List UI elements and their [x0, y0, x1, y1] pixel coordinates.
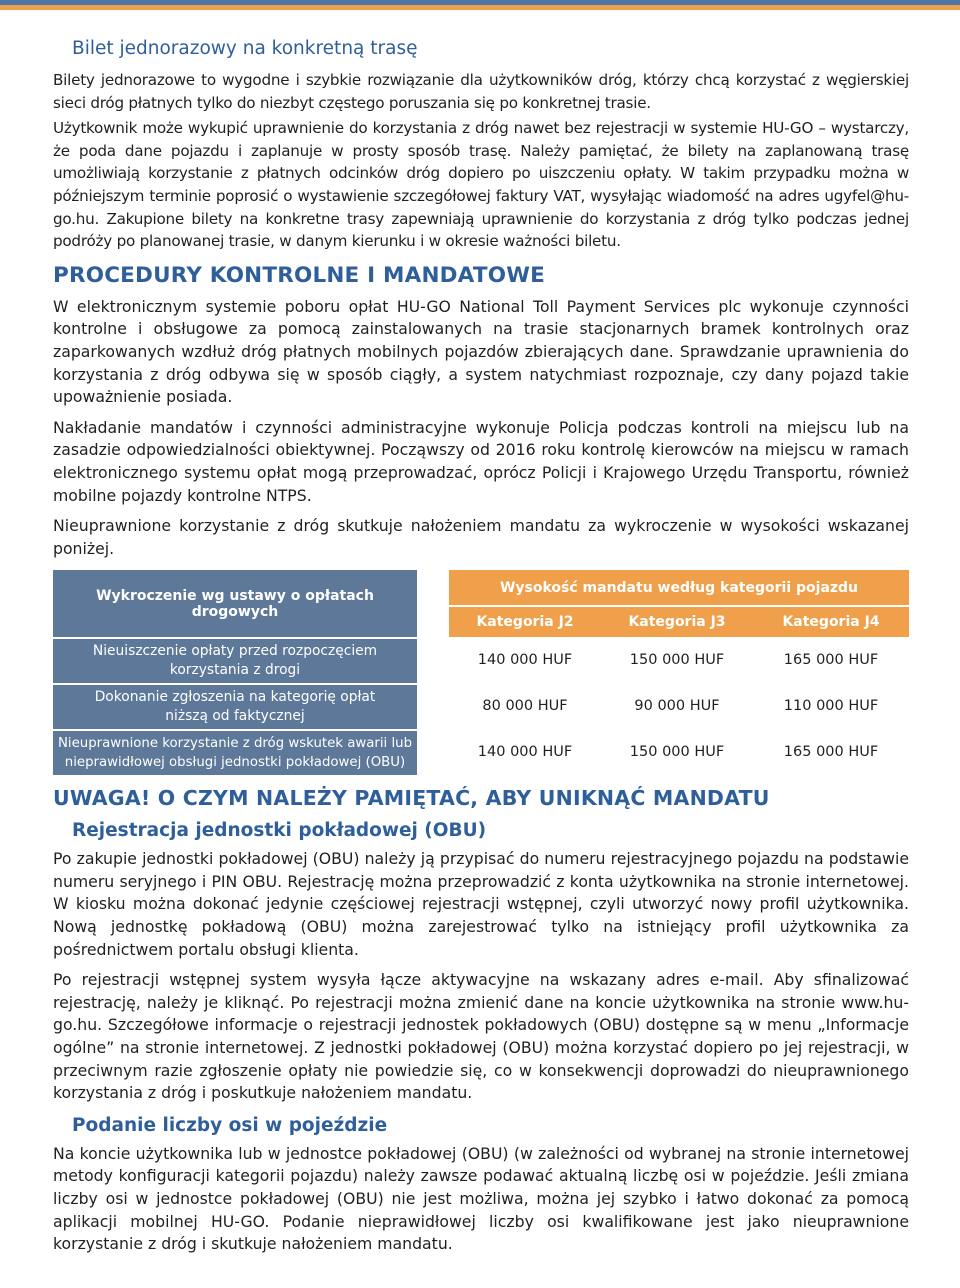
table-header-fine-amount: Wysokość mandatu według kategorii pojazdu — [449, 570, 909, 605]
table-cell-amount: 140 000 HUF — [477, 744, 573, 761]
table-cell-amount: 165 000 HUF — [783, 744, 879, 761]
paragraph: Nakładanie mandatów i czynności administracyjne wykonuje Policja podczas kontroli na miejscu lub na zasadzie odpowiedzialności obiektywnej. Począwszy od 2016 roku kontrolę kierowców na miejscu w ramach elektronicznego systemu opłat mogą przeprowadzać, oprócz Policji i Krajowego Urzędu Transportu, również mobilne pojazdy kontrolne NTPS. — [53, 417, 909, 505]
table-cell-amount: 80 000 HUF — [482, 698, 568, 715]
table-row — [53, 683, 909, 729]
table-cell-offense: Nieuiszczenie opłaty przed rozpoczęciem korzystania z drogi — [53, 637, 417, 683]
table-cell-amount: 140 000 HUF — [477, 652, 573, 669]
subsection-title-obu-registration: Rejestracja jednostki pokładowej (OBU) — [72, 820, 487, 842]
section-title-control-procedures: PROCEDURY KONTROLNE I MANDATOWE — [53, 262, 545, 288]
table-row — [53, 637, 909, 683]
table-cell-offense: Dokonanie zgłoszenia na kategorię opłat niższą od faktycznej — [53, 683, 417, 729]
table-header-category: Kategoria J2 — [449, 605, 601, 637]
paragraph: Na koncie użytkownika lub w jednostce pokładowej (OBU) (w zależności od wybranej na stronie internetowej metody konfiguracji kategorii pojazdu) należy zawsze podawać aktualną liczbę osi w pojeździe. Jeśli zmiana liczby osi w jednostce pokładowej (OBU) nie jest możliwa, można jej szybko i łatwo dokonać za pomocą aplikacji mobilnej HU-GO. Podanie nieprawidłowej liczby osi kwalifikowane jest jako nieuprawnione korzystanie z dróg i skutkuje nałożeniem mandatu. — [53, 1143, 909, 1254]
table-cell-amount: 150 000 HUF — [629, 652, 725, 669]
paragraph: Użytkownik może wykupić uprawnienie do korzystania z dróg nawet bez rejestracji w systemie HU-GO – wystarczy, że poda dane pojazdu i zaplanuje w prosty sposób trasę. Należy pamiętać, że bilety na zaplanowaną trasę umożliwiają korzystanie z płatnych odcinków dróg dopiero po uiszczeniu opłaty. W takim przypadku można w późniejszym terminie poprosić o wystawienie szczegółowej faktury VAT, wysyłając wiadomość na adres ugyfel@hu-go.hu. Zakupione bilety na konkretne trasy zapewniają uprawnienie do korzystania z dróg tylko podczas jednej podróży po planowanej trasie, w danym kierunku i w okresie ważności biletu. — [53, 119, 909, 251]
table-row — [53, 729, 909, 775]
table-cell-amount: 150 000 HUF — [629, 744, 725, 761]
table-cell-offense: Nieuprawnione korzystanie z dróg wskutek awarii lub nieprawidłowej obsługi jednostki pokładowej (OBU) — [53, 729, 417, 775]
table-header-category: Kategoria J4 — [753, 605, 909, 637]
paragraph: Po rejestracji wstępnej system wysyła łącze aktywacyjne na wskazany adres e-mail. Aby sfinalizować rejestrację, należy je kliknąć. Po rejestracji można zmienić dane na koncie użytkownika na stronie www.hu-go.hu. Szczegółowe informacje o rejestracji jednostek pokładowych (OBU) dostępne są w menu „Informacje ogólne” na stronie internetowej. Z jednostki pokładowej (OBU) można korzystać dopiero po jej rejestracji, w przeciwnym razie zgłoszenie opłaty nie powiedzie się, co w konsekwencji doprowadzi do nieuprawnionego korzystania z dróg i poskutkuje nałożeniem mandatu. — [53, 970, 909, 1103]
section-title-warning: UWAGA! O CZYM NALEŻY PAMIĘTAĆ, ABY UNIKNĄĆ MANDATU — [53, 786, 770, 811]
document-content — [53, 36, 909, 1264]
fine-table — [53, 570, 909, 775]
top-orange-stripe — [0, 5, 960, 10]
paragraph: W elektronicznym systemie poboru opłat HU-GO National Toll Payment Services plc wykonuje czynności kontrolne i obsługowe za pomocą zainstalowanych na trasie stacjonarnych bramek kontrolnych oraz zaparkowanych wzdłuż dróg płatnych mobilnych pojazdów zbierających dane. Sprawdzanie uprawnienia do korzystania z dróg odbywa się w sposób ciągły, a system natychmiast rozpoznaje, czy dany pojazd takie upoważnienie posiada. — [53, 296, 909, 407]
paragraph: Bilety jednorazowe to wygodne i szybkie rozwiązanie dla użytkowników dróg, którzy chcą korzystać z węgierskiej sieci dróg płatnych tylko do niezbyt częstego poruszania się po konkretnej trasie. — [53, 71, 909, 112]
table-cell-amount: 110 000 HUF — [783, 698, 879, 715]
paragraph: Po zakupie jednostki pokładowej (OBU) należy ją przypisać do numeru rejestracyjnego pojazdu na podstawie numeru seryjnego i PIN OBU. Rejestrację można przeprowadzić z konta użytkownika na stronie internetowej. W kiosku można dokonać jedynie częściowej rejestracji wstępnej, czyli utworzyć nowy profil użytkownika. Nową jednostkę pokładową (OBU) można zarejestrować tylko na istniejący profil użytkownika za pośrednictwem portalu obsługi klienta. — [53, 849, 909, 959]
table-cell-amount: 165 000 HUF — [783, 652, 879, 669]
section-title-single-ticket: Bilet jednorazowy na konkretną trasę — [72, 38, 418, 59]
table-header-category: Kategoria J3 — [601, 605, 753, 637]
top-color-bar — [0, 0, 960, 11]
table-cell-amount: 90 000 HUF — [634, 698, 720, 715]
table-header-offense: Wykroczenie wg ustawy o opłatach drogowych — [53, 570, 417, 637]
subsection-title-axle-count: Podanie liczby osi w pojeździe — [72, 1114, 388, 1136]
paragraph: Nieuprawnione korzystanie z dróg skutkuje nałożeniem mandatu za wykroczenie w wysokości wskazanej poniżej. — [53, 516, 909, 558]
